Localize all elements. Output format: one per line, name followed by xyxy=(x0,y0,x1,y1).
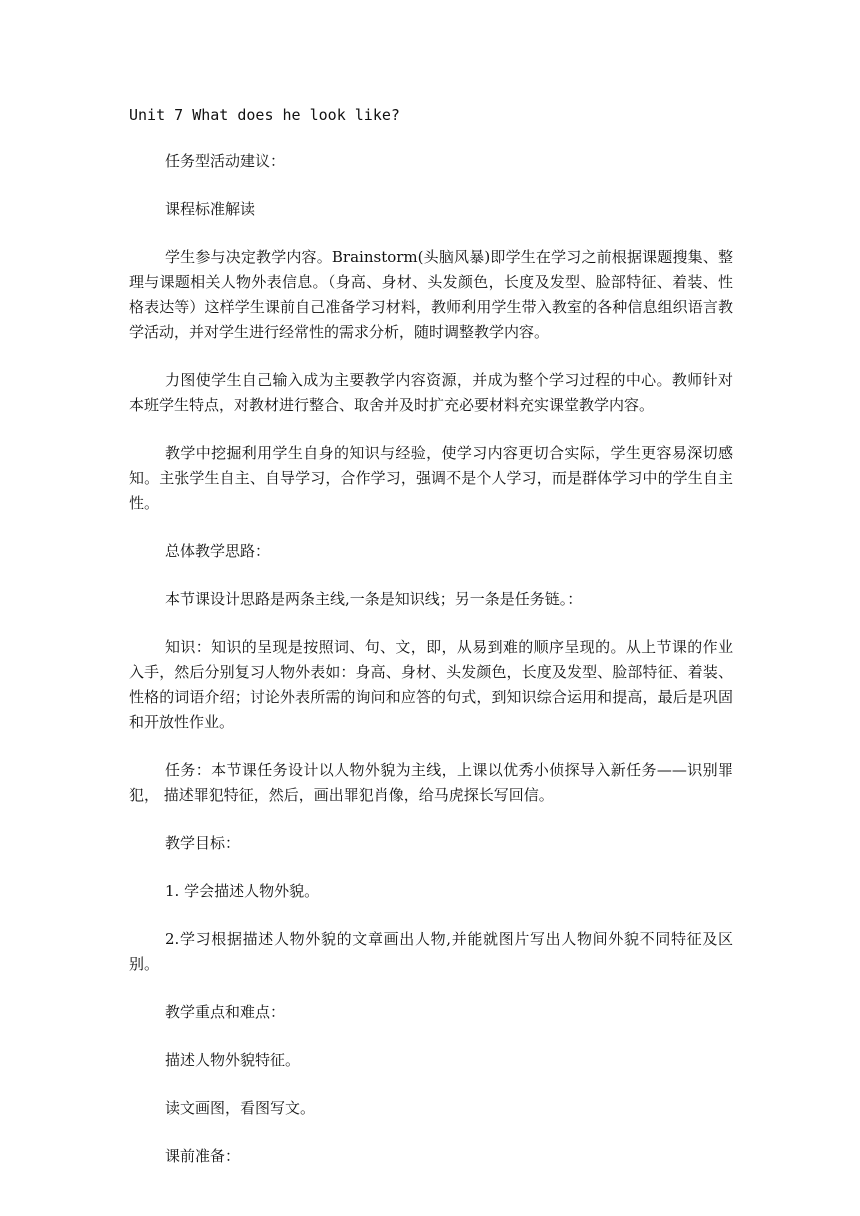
document-title: Unit 7 What does he look like? xyxy=(129,106,400,124)
goal-item-2: 2.学习根据描述人物外貌的文章画出人物,并能就图片写出人物间外貌不同特征及区别。 xyxy=(129,930,733,973)
paragraph-task: 任务：本节课任务设计以人物外貌为主线，上课以优秀小侦探导入新任务——识别罪犯， 描述罪犯特征，然后，画出罪犯肖像，给马虎探长写回信。 xyxy=(129,761,733,804)
key-point-2: 读文画图，看图写文。 xyxy=(165,1099,316,1117)
heading-overall-approach: 总体教学思路： xyxy=(165,542,271,560)
heading-preparation: 课前准备： xyxy=(165,1147,241,1165)
heading-task-activity: 任务型活动建议： xyxy=(165,152,286,170)
heading-teaching-goals: 教学目标： xyxy=(165,834,241,852)
paragraph-student-experience: 教学中挖掘利用学生自身的知识与经验，使学习内容更切合实际，学生更容易深切感知。主张学生自主、自导学习，合作学习，强调不是个人学习，而是群体学习中的学生自主性。 xyxy=(129,444,733,512)
heading-curriculum-standard: 课程标准解读 xyxy=(165,200,256,218)
paragraph-brainstorm: 学生参与决定教学内容。Brainstorm(头脑风暴)即学生在学习之前根据课题搜集、整理与课题相关人物外表信息。（身高、身材、头发颜色，长度及发型、脸部特征、着装、性格表达等）这样学生课前自己准备学习材料，教师利用学生带入教室的各种信息组织语言教学活动，并对学生进行经常性的需求分析，随时调整教学内容。 xyxy=(129,248,733,341)
heading-key-points: 教学重点和难点： xyxy=(165,1003,286,1021)
key-point-1: 描述人物外貌特征。 xyxy=(165,1051,301,1069)
paragraph-two-main-lines: 本节课设计思路是两条主线,一条是知识线；另一条是任务链。： xyxy=(165,590,583,608)
document-body xyxy=(129,104,733,1192)
paragraph-knowledge: 知识：知识的呈现是按照词、句、文，即，从易到难的顺序呈现的。从上节课的作业入手，然后分别复习人物外表如：身高、身材、头发颜色，长度及发型、脸部特征、着装、性格的词语介绍；讨论外表所需的询问和应答的句式，到知识综合运用和提高，最后是巩固和开放性作业。 xyxy=(129,638,733,731)
goal-item-1: 1. 学会描述人物外貌。 xyxy=(165,882,320,900)
paragraph-student-input: 力图使学生自己输入成为主要教学内容资源，并成为整个学习过程的中心。教师针对本班学生特点，对教材进行整合、取舍并及时扩充必要材料充实课堂教学内容。 xyxy=(129,371,733,414)
